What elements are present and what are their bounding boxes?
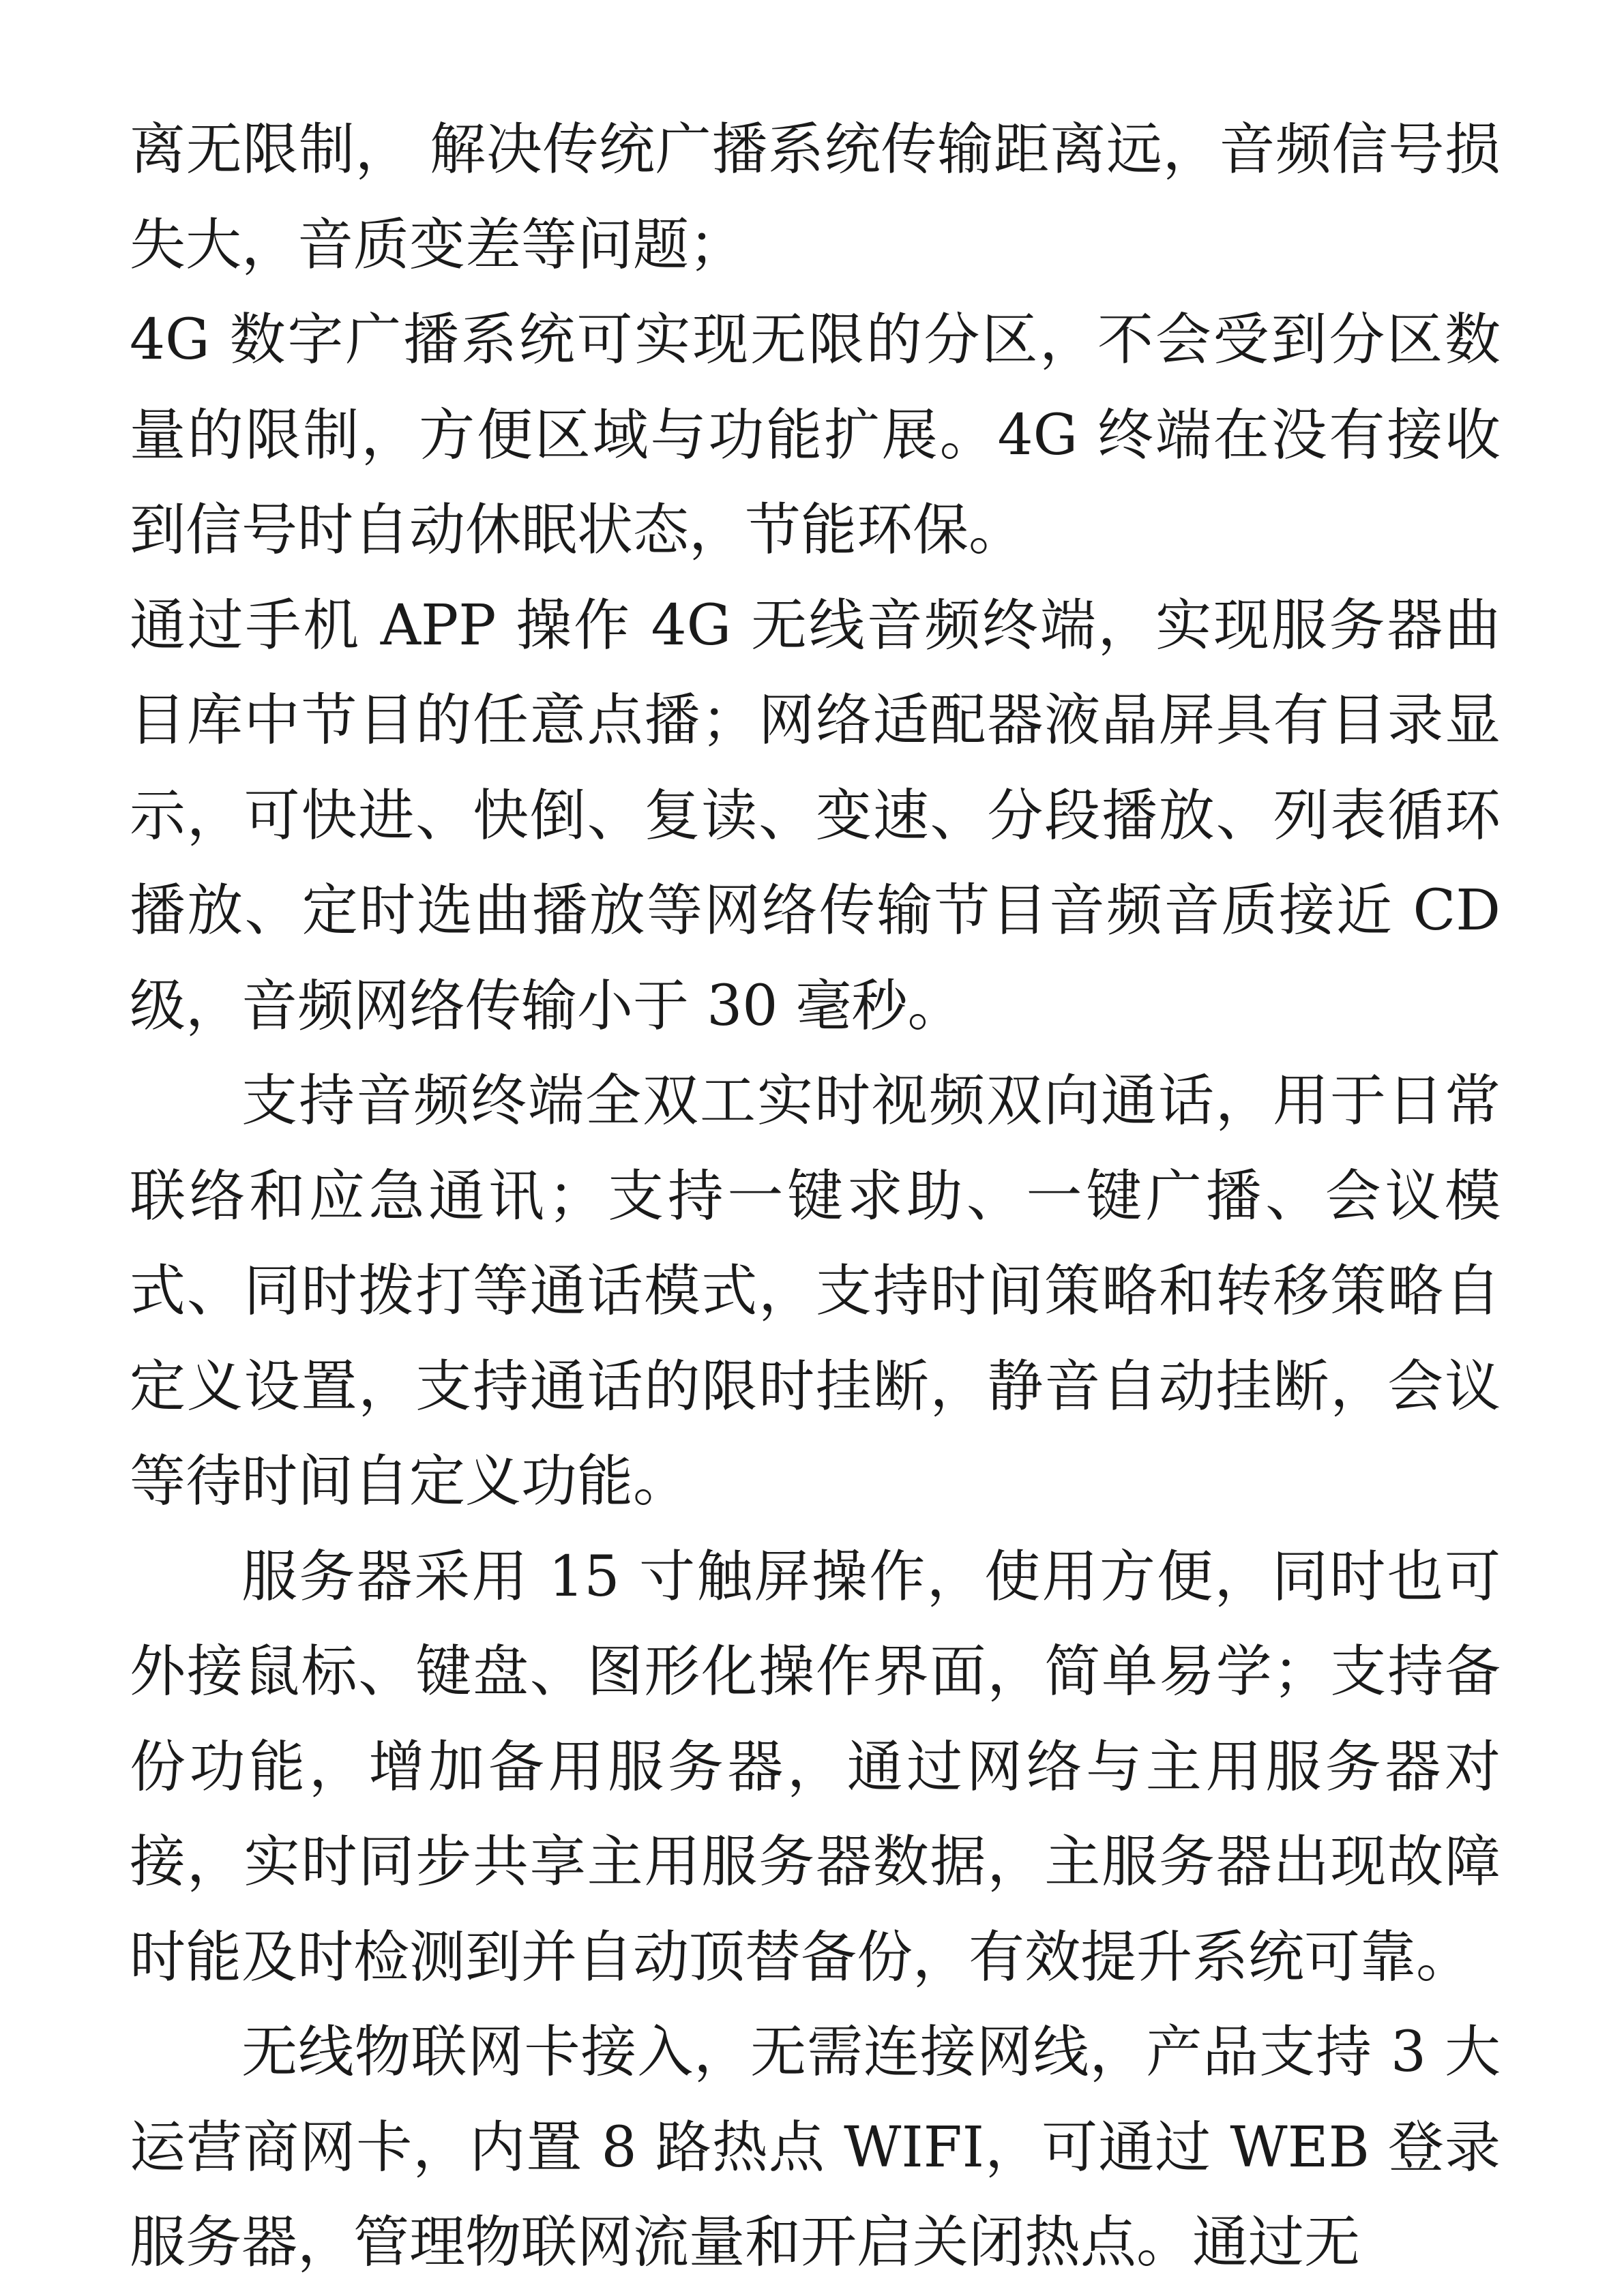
- paragraph-app-control: 通过手机 APP 操作 4G 无线音频终端，实现服务器曲目库中节目的任意点播；网络适配器液晶屏具有目录显示，可快进、快倒、复读、变速、分段播放、列表循环播放、定时选曲播放等网络传输节目音频音质接近 CD 级，音频网络传输小于 30 毫秒。: [130, 593, 1501, 1039]
- paragraph-continuation: 离无限制， 解决传统广播系统传输距离远，音频信号损失大，音质变差等问题；: [130, 117, 1501, 278]
- document-body: [130, 102, 1501, 2291]
- paragraph-iot-card: 无线物联网卡接入，无需连接网线，产品支持 3 大运营商网卡，内置 8 路热点 WIFI，可通过 WEB 登录服务器，管理物联网流量和开启关闭热点。通过无: [130, 2020, 1501, 2275]
- paragraph-duplex-call: 支持音频终端全双工实时视频双向通话，用于日常联络和应急通讯；支持一键求助、一键广播、会议模式、同时拨打等通话模式，支持时间策略和转移策略自定义设置，支持通话的限时挂断，静音自动挂断，会议等待时间自定义功能。: [130, 1069, 1501, 1514]
- paragraph-4g-zones: 4G 数字广播系统可实现无限的分区，不会受到分区数量的限制，方便区域与功能扩展。4G 终端在没有接收到信号时自动休眠状态，节能环保。: [130, 308, 1501, 563]
- paragraph-server-touchscreen: 服务器采用 15 寸触屏操作，使用方便，同时也可外接鼠标、键盘、图形化操作界面，简单易学；支持备份功能，增加备用服务器，通过网络与主用服务器对接，实时同步共享主用服务器数据，主服务器出现故障时能及时检测到并自动顶替备份，有效提升系统可靠。: [130, 1544, 1501, 1990]
